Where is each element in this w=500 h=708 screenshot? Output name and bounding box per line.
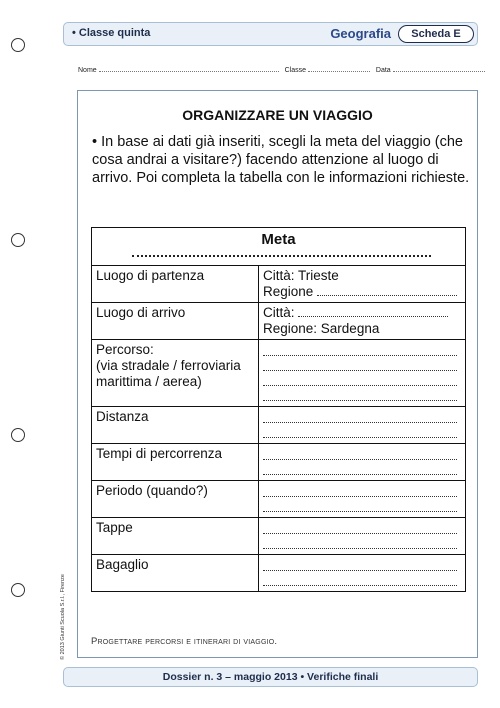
binder-hole-3 (11, 428, 25, 442)
table-row (92, 266, 466, 303)
answer-line[interactable] (263, 500, 457, 512)
route-sublabel: (via stradale / ferroviaria marittima / aerea) (96, 358, 241, 389)
table-row (92, 518, 466, 555)
binder-hole-4 (11, 583, 25, 597)
date-field-line[interactable] (393, 64, 485, 72)
row-label: Periodo (quando?) (92, 481, 259, 518)
footer-bar: Dossier n. 3 – maggio 2013 • Verifiche finali (63, 667, 478, 687)
binder-hole-2 (11, 233, 25, 247)
answer-cell[interactable] (259, 444, 466, 481)
city-value: Città: Trieste (263, 268, 339, 283)
city-answer-line[interactable] (298, 305, 448, 317)
answer-line[interactable] (263, 374, 457, 386)
table-row (92, 407, 466, 444)
table-row-meta (92, 228, 466, 266)
table-row (92, 444, 466, 481)
answer-cell[interactable] (259, 481, 466, 518)
answer-line[interactable] (263, 522, 457, 534)
answer-line[interactable] (263, 426, 457, 438)
row-label: Luogo di arrivo (92, 303, 259, 340)
answer-line[interactable] (263, 463, 457, 475)
row-label (92, 340, 259, 407)
row-label: Luogo di partenza (92, 266, 259, 303)
binder-hole-1 (11, 38, 25, 52)
worksheet-card (77, 90, 478, 658)
name-field-label: Nome (78, 67, 97, 74)
route-label: Percorso: (96, 342, 154, 357)
grade-label: • Classe quinta (72, 27, 151, 39)
subject-label: Geografia (330, 26, 391, 41)
worksheet-title: ORGANIZZARE UN VIAGGIO (182, 107, 373, 123)
answer-cell[interactable] (259, 266, 466, 303)
name-field-line[interactable] (99, 64, 279, 72)
trip-table (91, 227, 466, 592)
instructions-text: • In base ai dati già inseriti, scegli la meta del viaggio (che cosa andrai a visitare?) facendo attenzione al luogo di arrivo. Poi completa la tabella con le informazioni richieste. (92, 134, 470, 186)
answer-cell[interactable] (259, 303, 466, 340)
city-label: Città: (263, 305, 295, 320)
region-label: Regione (263, 284, 314, 299)
meta-cell[interactable] (92, 228, 466, 266)
answer-line[interactable] (263, 559, 457, 571)
table-row (92, 340, 466, 407)
table-row (92, 481, 466, 518)
row-label: Tappe (92, 518, 259, 555)
answer-cell[interactable] (259, 340, 466, 407)
answer-cell[interactable] (259, 518, 466, 555)
table-row (92, 555, 466, 592)
answer-line[interactable] (263, 389, 457, 401)
answer-line[interactable] (263, 537, 457, 549)
answer-line[interactable] (263, 411, 457, 423)
answer-cell[interactable] (259, 407, 466, 444)
meta-answer-line[interactable] (132, 248, 431, 257)
region-answer-line[interactable] (317, 284, 457, 296)
copyright-text: © 2013 Giunti Scuola S.r.l., Firenze (60, 574, 66, 660)
answer-line[interactable] (263, 448, 457, 460)
sheet-badge: Scheda E (398, 25, 474, 43)
row-label: Bagaglio (92, 555, 259, 592)
row-label: Tempi di percorrenza (92, 444, 259, 481)
answer-line[interactable] (263, 344, 457, 356)
answer-cell[interactable] (259, 555, 466, 592)
date-field-label: Data (375, 67, 391, 74)
region-value: Regione: Sardegna (263, 321, 380, 336)
class-field-label: Classe (284, 67, 306, 74)
table-row (92, 303, 466, 340)
learning-objective: Progettare percorsi e itinerari di viaggio. (91, 636, 278, 647)
answer-line[interactable] (263, 485, 457, 497)
class-field-line[interactable] (308, 64, 370, 72)
row-label: Distanza (92, 407, 259, 444)
answer-line[interactable] (263, 574, 457, 586)
answer-line[interactable] (263, 359, 457, 371)
header-bar (63, 22, 478, 46)
student-info-row (78, 64, 485, 74)
meta-label: Meta (261, 231, 296, 248)
